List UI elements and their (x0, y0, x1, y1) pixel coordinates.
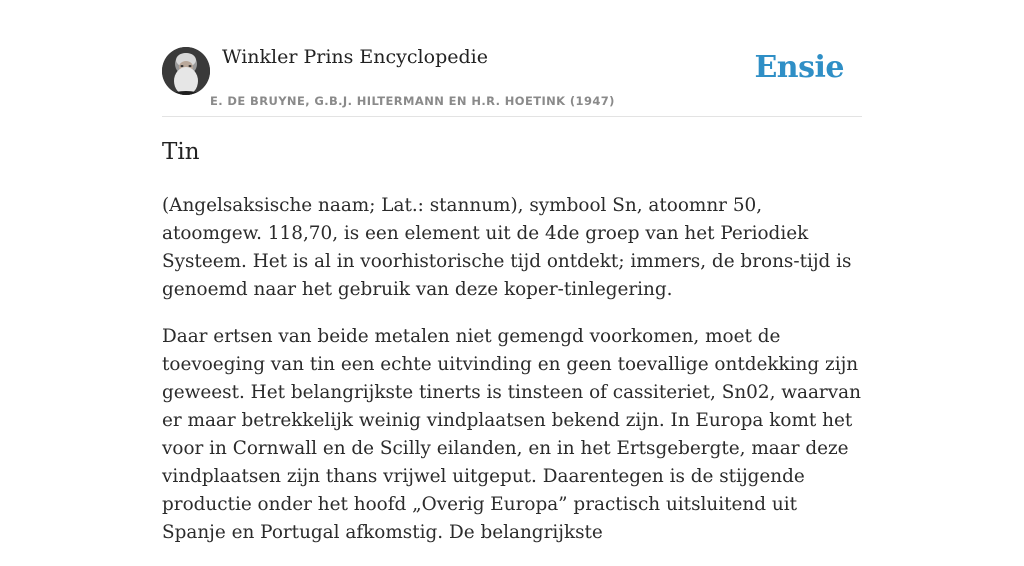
article-body (162, 192, 862, 566)
article-title: Tin (162, 139, 200, 165)
article-paragraph: (Angelsaksische naam; Lat.: stannum), symbool Sn, atoomnr 50, atoomgew. 118,70, is een element uit de 4de groep van het Periodiek Systeem. Het is al in voorhistorische tijd ontdekt; immers, de brons-tijd is genoemd naar het gebruik van deze koper-tinlegering. (162, 195, 852, 300)
bearded-man-portrait-icon (162, 47, 210, 95)
author-avatar[interactable] (162, 47, 210, 95)
page (162, 0, 862, 543)
article-paragraph: Daar ertsen van beide metalen niet gemengd voorkomen, moet de toevoeging van tin een echte uitvinding en geen toevallige ontdekking zijn geweest. Het belangrijkste tinerts is tinsteen of cassiteriet, Sn02, waarvan er maar betrekkelijk weinig vindplaatsen bekend zijn. In Europa komt het voor in Cornwall en de Scilly eilanden, en in het Ertsgebergte, maar deze vindplaatsen zijn thans vrijwel uitgeput. Daarentegen is de stijgende productie onder het hoofd „Overig Europa” practisch uitsluitend uit Spanje en Portugal afkomstig. De belangrijkste (162, 326, 861, 543)
header (162, 0, 862, 117)
book-title[interactable]: Winkler Prins Encyclopedie (222, 46, 488, 68)
authors-line: E. DE BRUYNE, G.B.J. HILTERMANN EN H.R. HOETINK (1947) (210, 94, 615, 108)
ensie-logo[interactable]: Ensie (754, 50, 844, 85)
